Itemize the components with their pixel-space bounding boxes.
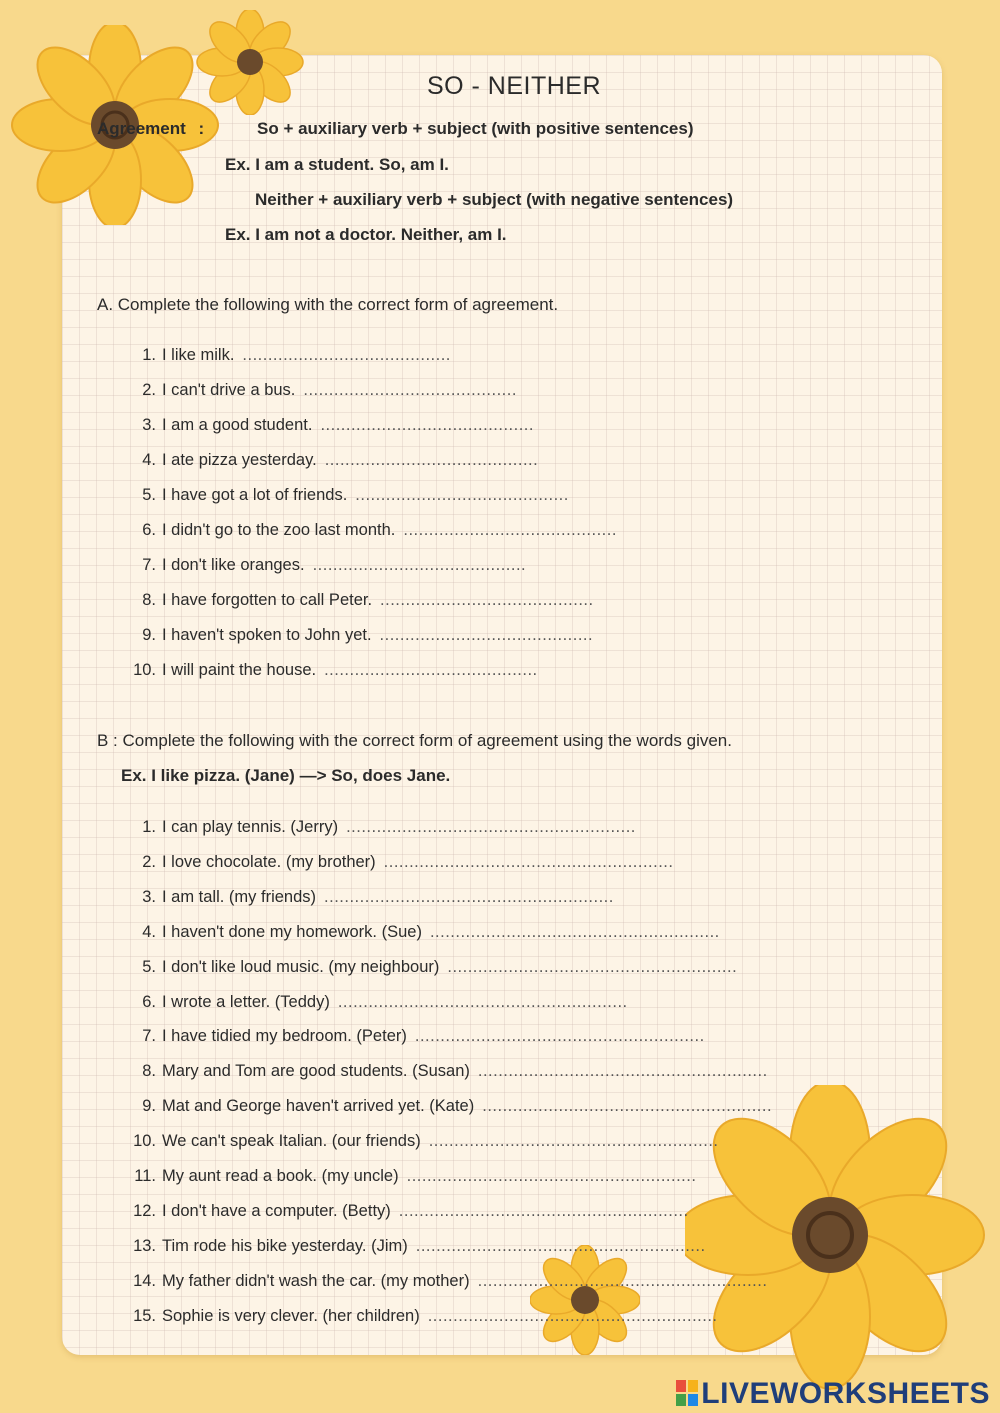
item-sentence: I wrote a letter. (Teddy) xyxy=(162,992,330,1011)
item-sentence: I have forgotten to call Peter. xyxy=(162,591,373,609)
exercise-item xyxy=(126,853,673,872)
item-number: 8. xyxy=(142,1062,156,1081)
item-sentence: I don't have a computer. (Betty) xyxy=(162,1201,391,1220)
item-number: 3. xyxy=(142,887,156,906)
exercise-item xyxy=(126,1272,767,1291)
answer-blank[interactable]: ......................................................... xyxy=(427,1306,718,1325)
answer-blank[interactable]: .......................................... xyxy=(324,661,538,679)
answer-blank[interactable]: .......................................... xyxy=(320,416,534,434)
answer-blank[interactable]: ......................................... xyxy=(242,346,451,364)
exercise-item xyxy=(126,556,526,575)
exercise-item xyxy=(126,521,617,540)
item-number: 5. xyxy=(142,486,156,504)
item-number: 13. xyxy=(133,1236,156,1255)
item-number: 14. xyxy=(133,1271,156,1290)
item-sentence: Mary and Tom are good students. (Susan) xyxy=(162,1062,470,1081)
answer-blank[interactable]: ......................................................... xyxy=(447,957,738,976)
exercise-item xyxy=(126,626,593,645)
item-number: 15. xyxy=(133,1306,156,1325)
exercise-item xyxy=(126,1027,705,1046)
item-number: 3. xyxy=(142,416,156,434)
item-number: 11. xyxy=(134,1167,156,1185)
item-sentence: I can't drive a bus. xyxy=(162,381,296,399)
section-b-example: Ex. I like pizza. (Jane) —> So, does Jane. xyxy=(121,766,451,785)
liveworksheets-mark-icon xyxy=(676,1380,698,1406)
answer-blank[interactable]: ......................................................... xyxy=(477,1271,768,1290)
answer-blank[interactable]: .......................................... xyxy=(355,486,569,504)
item-sentence: I have tidied my bedroom. (Peter) xyxy=(162,1027,407,1046)
answer-blank[interactable]: .......................................... xyxy=(324,451,539,469)
section-a-instruction: A. Complete the following with the correct form of agreement. xyxy=(97,295,559,314)
exercise-item xyxy=(126,923,720,942)
item-number: 7. xyxy=(142,1027,156,1046)
item-sentence: I ate pizza yesterday. xyxy=(162,451,317,469)
rule-negative: Neither + auxiliary verb + subject (with negative sentences) xyxy=(255,190,734,209)
exercise-item xyxy=(126,346,451,365)
exercise-item xyxy=(126,1167,696,1186)
item-number: 4. xyxy=(142,922,156,941)
answer-blank[interactable]: .......................................... xyxy=(312,556,527,574)
exercise-item xyxy=(126,818,636,837)
item-sentence: My father didn't wash the car. (my mother) xyxy=(162,1271,470,1290)
item-sentence: I didn't go to the zoo last month. xyxy=(162,521,396,539)
flower-bottom-small-icon xyxy=(530,1245,640,1355)
item-sentence: I am a good student. xyxy=(162,416,313,434)
page-title: SO - NEITHER xyxy=(426,72,602,100)
item-number: 8. xyxy=(142,591,156,609)
answer-blank[interactable]: ......................................................... xyxy=(429,922,720,941)
exercise-item xyxy=(126,1307,718,1326)
answer-blank[interactable]: ......................................................... xyxy=(324,887,614,906)
answer-blank[interactable]: ......................................................... xyxy=(406,1167,697,1185)
example-negative: Ex. I am not a doctor. Neither, am I. xyxy=(225,225,507,244)
example-positive: Ex. I am a student. So, am I. xyxy=(225,155,449,174)
liveworksheets-logo: LIVEWORKSHEETS xyxy=(676,1377,990,1411)
exercise-item xyxy=(126,993,628,1012)
item-number: 6. xyxy=(142,521,156,539)
item-sentence: I can play tennis. (Jerry) xyxy=(162,818,339,836)
answer-blank[interactable]: ......................................................... xyxy=(337,992,628,1011)
answer-blank[interactable]: ......................................................... xyxy=(346,818,636,836)
exercise-item xyxy=(126,1132,719,1151)
answer-blank[interactable]: ......................................................... xyxy=(383,852,674,871)
item-number: 10. xyxy=(133,661,156,679)
answer-blank[interactable]: ......................................................... xyxy=(428,1132,719,1151)
answer-blank[interactable]: .......................................... xyxy=(379,626,594,644)
item-sentence: We can't speak Italian. (our friends) xyxy=(162,1132,421,1151)
exercise-item xyxy=(126,416,534,435)
exercise-item xyxy=(126,381,517,400)
item-number: 10. xyxy=(133,1132,156,1151)
exercise-item xyxy=(126,958,737,977)
item-sentence: I am tall. (my friends) xyxy=(162,887,317,906)
item-sentence: I don't like loud music. (my neighbour) xyxy=(162,957,440,976)
exercise-item xyxy=(126,888,614,907)
exercise-item xyxy=(126,1097,772,1116)
exercise-item xyxy=(126,1202,689,1221)
item-sentence: Tim rode his bike yesterday. (Jim) xyxy=(162,1236,408,1255)
item-sentence: I like milk. xyxy=(162,346,235,364)
item-number: 9. xyxy=(142,1097,156,1116)
answer-blank[interactable]: .......................................... xyxy=(380,591,594,609)
flower-bottom-right-icon xyxy=(685,1085,1000,1390)
exercise-item xyxy=(126,486,569,505)
exercise-item xyxy=(126,1062,768,1081)
exercise-item xyxy=(126,661,538,680)
section-b-instruction: B : Complete the following with the correct form of agreement using the words given. xyxy=(97,731,732,750)
item-sentence: I haven't spoken to John yet. xyxy=(162,626,372,644)
item-sentence: I don't like oranges. xyxy=(162,556,305,574)
answer-blank[interactable]: ......................................................... xyxy=(415,1236,706,1255)
item-number: 6. xyxy=(142,992,156,1011)
item-number: 2. xyxy=(142,381,156,399)
item-sentence: I love chocolate. (my brother) xyxy=(162,852,376,871)
item-number: 12. xyxy=(133,1201,156,1220)
item-number: 9. xyxy=(142,626,156,644)
item-sentence: My aunt read a book. (my uncle) xyxy=(162,1167,399,1185)
exercise-item xyxy=(126,451,538,470)
item-sentence: I will paint the house. xyxy=(162,661,317,679)
agreement-label: Agreement : xyxy=(97,119,205,138)
item-number: 5. xyxy=(142,957,156,976)
item-number: 4. xyxy=(142,451,156,469)
answer-blank[interactable]: ......................................................... xyxy=(398,1201,689,1220)
item-number: 1. xyxy=(142,346,156,364)
rule-positive: So + auxiliary verb + subject (with positive sentences) xyxy=(257,119,694,138)
exercise-item xyxy=(126,591,594,610)
answer-blank[interactable]: .......................................... xyxy=(303,381,517,399)
item-number: 2. xyxy=(142,852,156,871)
item-number: 7. xyxy=(142,556,156,574)
exercise-item xyxy=(126,1237,706,1256)
answer-blank[interactable]: ......................................................... xyxy=(414,1027,705,1046)
answer-blank[interactable]: ......................................................... xyxy=(482,1097,773,1116)
answer-blank[interactable]: .......................................... xyxy=(403,521,617,539)
answer-blank[interactable]: ......................................................... xyxy=(477,1062,768,1081)
item-sentence: Mat and George haven't arrived yet. (Kate) xyxy=(162,1097,475,1116)
item-sentence: Sophie is very clever. (her children) xyxy=(162,1306,420,1325)
item-number: 1. xyxy=(142,818,156,836)
item-sentence: I have got a lot of friends. xyxy=(162,486,348,504)
item-sentence: I haven't done my homework. (Sue) xyxy=(162,922,422,941)
